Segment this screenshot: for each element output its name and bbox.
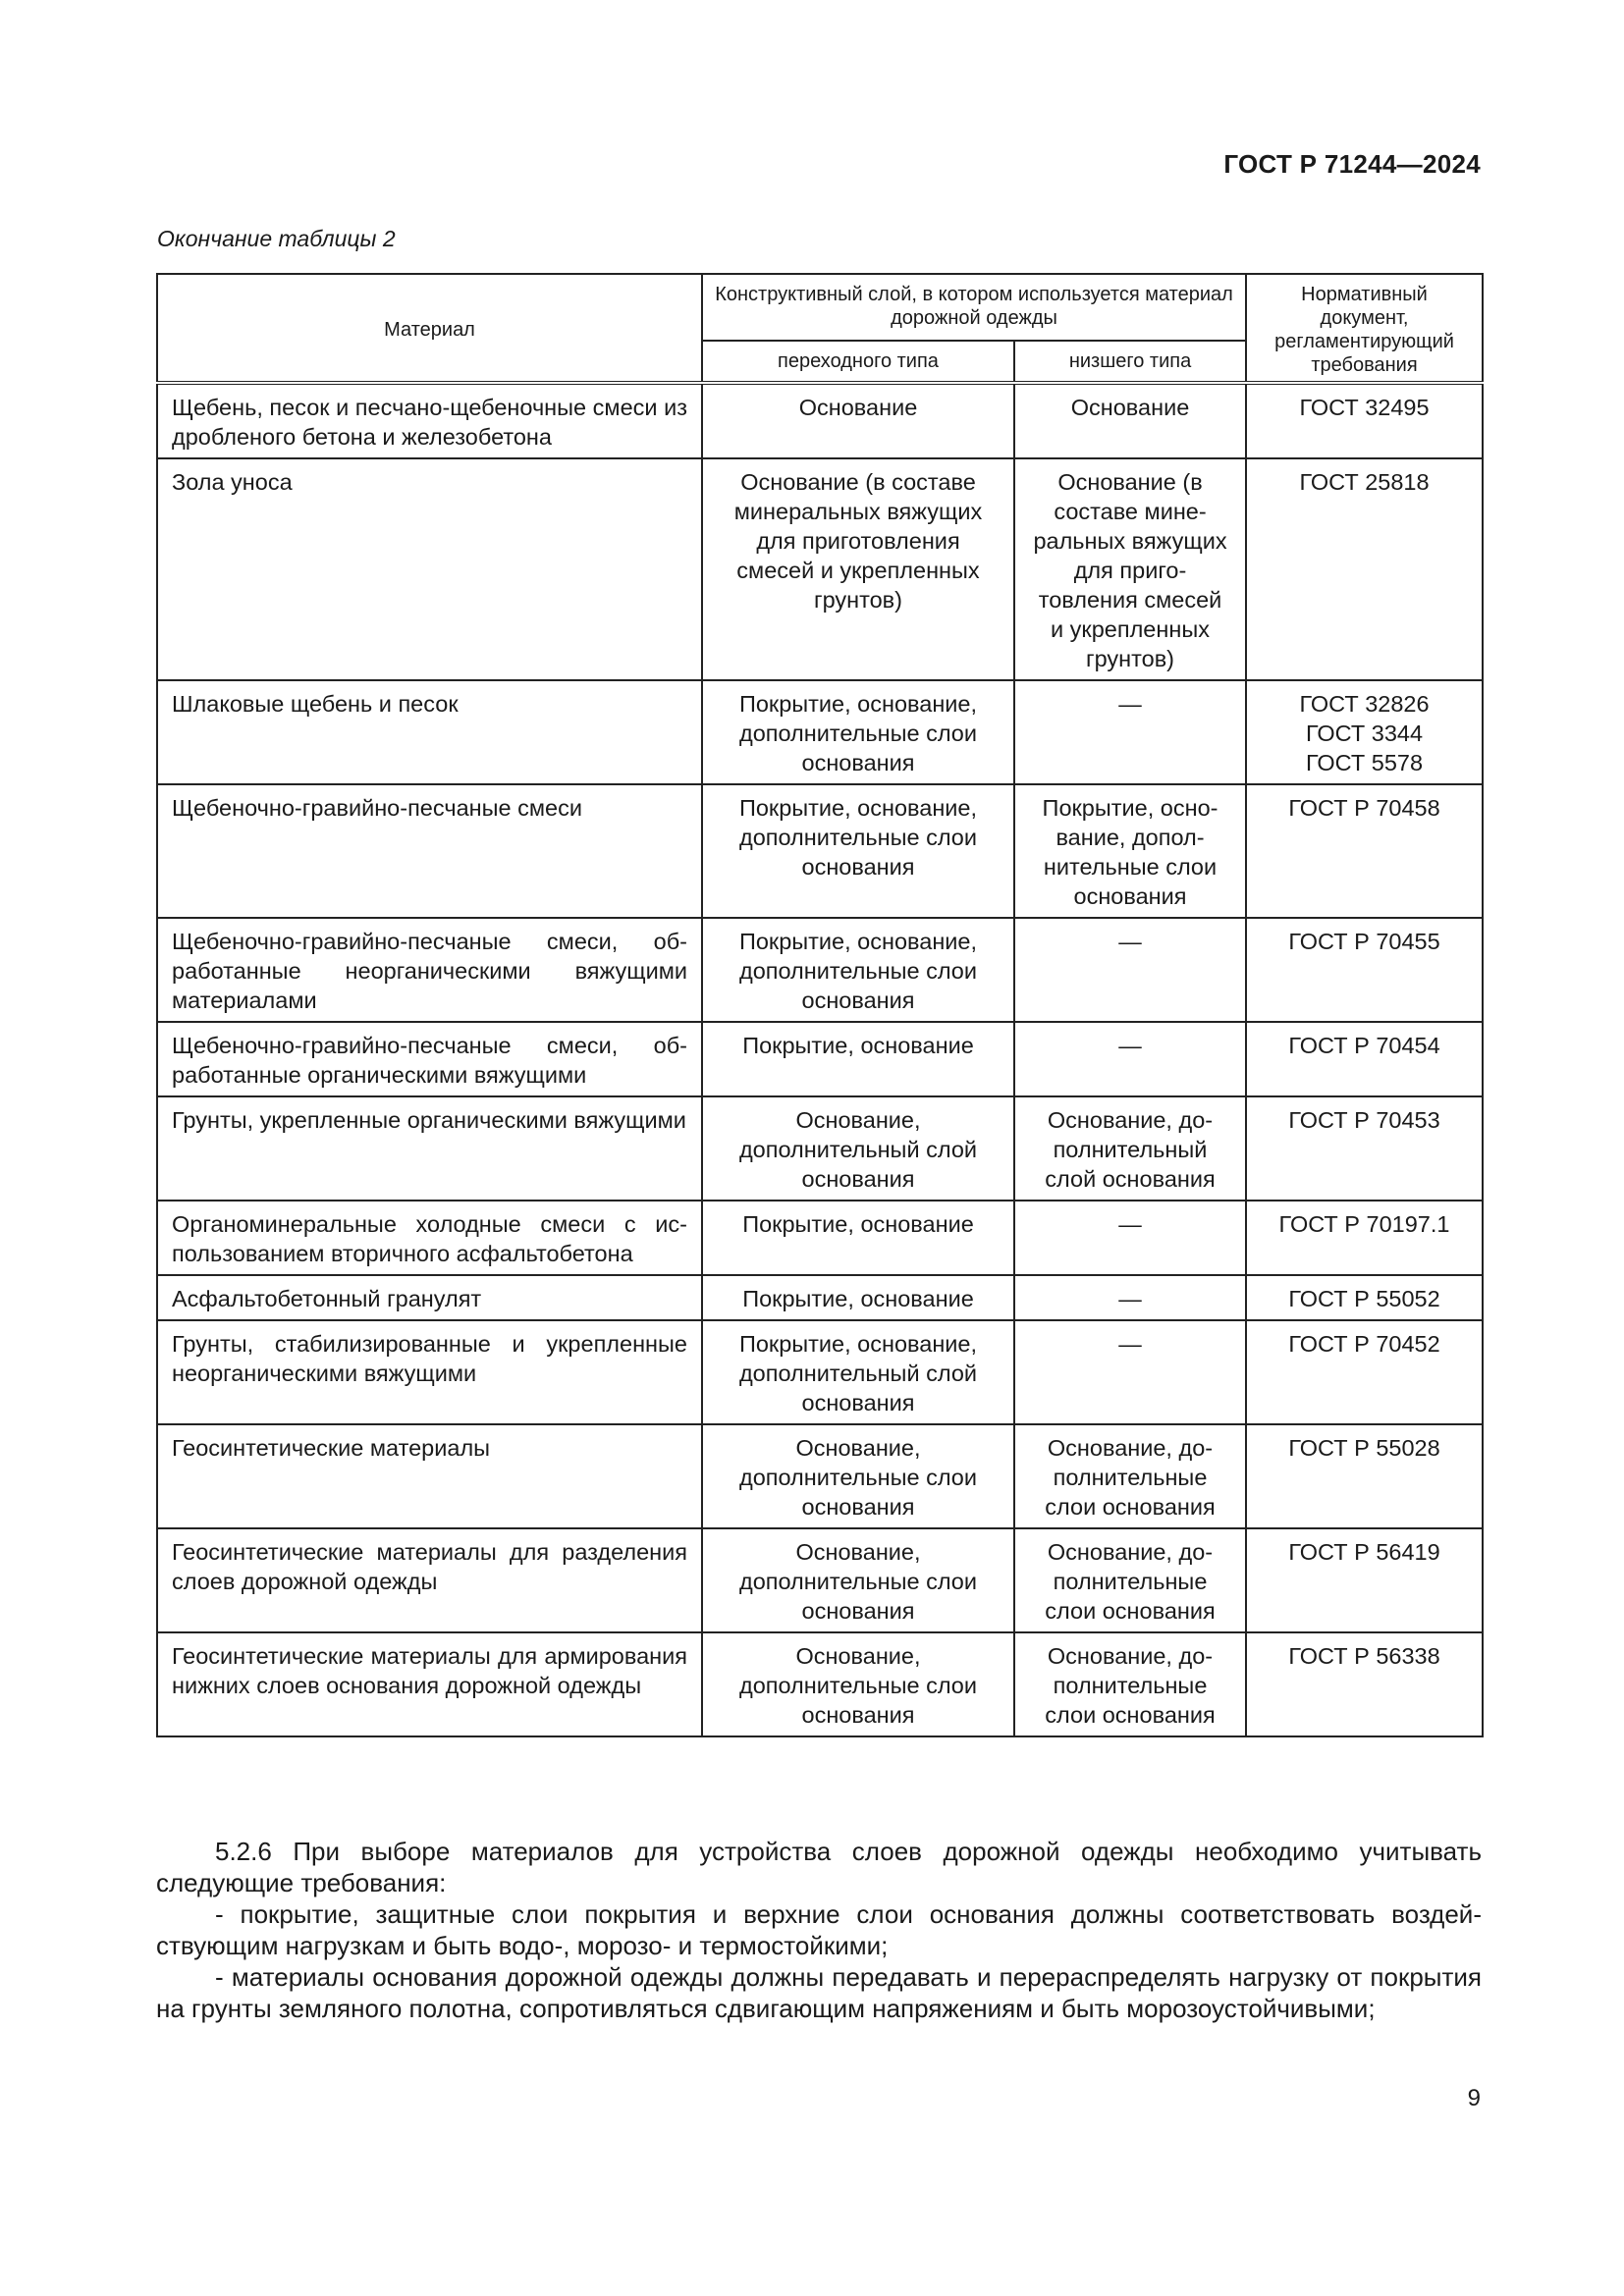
cell-material: Геосинтетические материалы для армирования нижних слоев основания дорожной одежды (157, 1632, 702, 1736)
cell-transitional: Покрытие, основание (702, 1275, 1014, 1320)
cell-document: ГОСТ 32826 ГОСТ 3344 ГОСТ 5578 (1246, 680, 1483, 784)
header-layer-group: Конструктивный слой, в котором используется материал дорожной одежды (702, 274, 1246, 341)
table-row (157, 784, 1483, 918)
table-row (157, 458, 1483, 680)
standard-designation: ГОСТ Р 71244—2024 (1223, 149, 1481, 179)
cell-document: ГОСТ Р 55052 (1246, 1275, 1483, 1320)
cell-transitional: Покрытие, основание, дополнительные слои основания (702, 918, 1014, 1022)
cell-lower: — (1014, 1320, 1246, 1424)
cell-document: ГОСТ Р 56419 (1246, 1528, 1483, 1632)
materials-table (156, 273, 1484, 1737)
paragraph-item-coating: - покрытие, защитные слои покрытия и верхние слои основания должны соответствовать воздействующим нагрузкам и быть водо-, морозо- и термостойкими; (156, 1899, 1482, 1960)
cell-lower: — (1014, 918, 1246, 1022)
cell-lower: — (1014, 1275, 1246, 1320)
cell-material: Геосинтетические материалы (157, 1424, 702, 1528)
header-material: Материал (157, 274, 702, 383)
cell-document: ГОСТ Р 56338 (1246, 1632, 1483, 1736)
page-number: 9 (1467, 2085, 1481, 2111)
cell-transitional: Покрытие, основание (702, 1201, 1014, 1275)
table-row (157, 1632, 1483, 1736)
cell-document: ГОСТ 25818 (1246, 458, 1483, 680)
cell-document: ГОСТ Р 55028 (1246, 1424, 1483, 1528)
cell-material: Геосинтетические материалы для разделения слоев дорожной одежды (157, 1528, 702, 1632)
cell-material: Щебеночно-гравийно-песчаные смеси, обработанные органическими вяжущими (157, 1022, 702, 1096)
cell-transitional: Покрытие, основание, дополнительные слои основания (702, 680, 1014, 784)
cell-document: ГОСТ 32495 (1246, 383, 1483, 458)
table-row (157, 1201, 1483, 1275)
header-transitional-type: переходного типа (702, 341, 1014, 383)
cell-material: Щебень, песок и песчано-щебеночные смеси из дробленого бетона и железобетона (157, 383, 702, 458)
table-row (157, 1424, 1483, 1528)
cell-lower: Основание (1014, 383, 1246, 458)
table-caption: Окончание таблицы 2 (157, 226, 396, 251)
cell-lower: Основание, дополнительный слой основания (1014, 1096, 1246, 1201)
cell-material: Шлаковые щебень и песок (157, 680, 702, 784)
table-row (157, 1528, 1483, 1632)
body-text (156, 1836, 1482, 2024)
header-lower-type: низшего типа (1014, 341, 1246, 383)
cell-material: Грунты, укрепленные органическими вяжущими (157, 1096, 702, 1201)
cell-material: Щебеночно-гравийно-песчаные смеси, обработанные неорганическими вяжущими материалами (157, 918, 702, 1022)
cell-lower: — (1014, 680, 1246, 784)
cell-lower: Основание, дополнительные слои основания (1014, 1632, 1246, 1736)
table-row (157, 1022, 1483, 1096)
cell-transitional: Покрытие, основание, дополнительный слой основания (702, 1320, 1014, 1424)
cell-lower: — (1014, 1022, 1246, 1096)
cell-transitional: Покрытие, основание (702, 1022, 1014, 1096)
cell-material: Зола уноса (157, 458, 702, 680)
cell-document: ГОСТ Р 70455 (1246, 918, 1483, 1022)
header-normative-document: Нормативный документ, регламентирующий требования (1246, 274, 1483, 383)
cell-document: ГОСТ Р 70197.1 (1246, 1201, 1483, 1275)
cell-material: Органоминеральные холодные смеси с использованием вторичного асфальтобетона (157, 1201, 702, 1275)
cell-material: Грунты, стабилизированные и укрепленные неорганическими вяжущими (157, 1320, 702, 1424)
cell-transitional: Основание, дополнительные слои основания (702, 1632, 1014, 1736)
cell-lower: Основание, дополнительные слои основания (1014, 1528, 1246, 1632)
cell-transitional: Основание, дополнительные слои основания (702, 1424, 1014, 1528)
cell-lower: Покрытие, основание, дополнительные слои основания (1014, 784, 1246, 918)
paragraph-5-2-6: 5.2.6 При выборе материалов для устройства слоев дорожной одежды необходимо учитывать следующие требования: (156, 1837, 1482, 1897)
cell-transitional: Основание (в составе минеральных вяжущих для приготовления смесей и укрепленных грунтов) (702, 458, 1014, 680)
paragraph-item-base: - материалы основания дорожной одежды должны передавать и перераспределять нагрузку от покрытия на грунты земляного полотна, сопротивляться сдвигающим напряжениям и быть морозоустойчивыми; (156, 1962, 1482, 2023)
cell-material: Асфальтобетонный гранулят (157, 1275, 702, 1320)
table-row (157, 680, 1483, 784)
cell-transitional: Основание, дополнительный слой основания (702, 1096, 1014, 1201)
cell-transitional: Основание, дополнительные слои основания (702, 1528, 1014, 1632)
table-row (157, 1275, 1483, 1320)
cell-lower: Основание, дополнительные слои основания (1014, 1424, 1246, 1528)
table-row (157, 383, 1483, 458)
cell-lower: — (1014, 1201, 1246, 1275)
cell-document: ГОСТ Р 70454 (1246, 1022, 1483, 1096)
cell-lower: Основание (в составе минеральных вяжущих для приготовления смесей и укрепленных грунтов) (1014, 458, 1246, 680)
cell-transitional: Основание (702, 383, 1014, 458)
table-row (157, 918, 1483, 1022)
cell-document: ГОСТ Р 70453 (1246, 1096, 1483, 1201)
cell-material: Щебеночно-гравийно-песчаные смеси (157, 784, 702, 918)
table-row (157, 1096, 1483, 1201)
cell-transitional: Покрытие, основание, дополнительные слои основания (702, 784, 1014, 918)
cell-document: ГОСТ Р 70452 (1246, 1320, 1483, 1424)
cell-document: ГОСТ Р 70458 (1246, 784, 1483, 918)
table-header-row (157, 274, 1483, 341)
table-row (157, 1320, 1483, 1424)
